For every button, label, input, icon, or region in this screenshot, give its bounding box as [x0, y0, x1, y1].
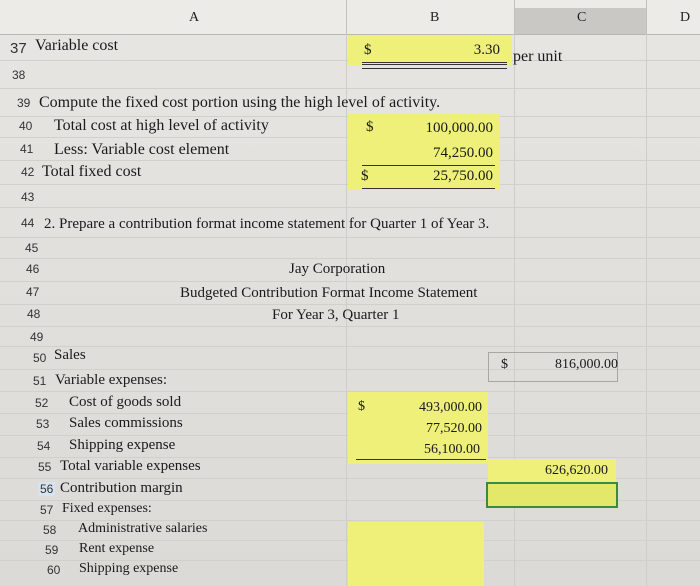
label-contribution-margin[interactable]: Contribution margin: [60, 480, 183, 496]
dollar-sign: $: [361, 168, 369, 184]
row-number[interactable]: 38: [12, 68, 26, 82]
row-number-selected[interactable]: 56: [40, 482, 54, 496]
row-number[interactable]: 52: [35, 396, 49, 410]
value-shipping-expense[interactable]: 56,100.00: [424, 442, 480, 457]
cells-b58-b60-highlight: [348, 522, 484, 586]
label-sales[interactable]: Sales: [54, 347, 86, 363]
label-variable-cost-element[interactable]: Less: Variable cost element: [54, 141, 230, 158]
column-header-a[interactable]: A: [189, 10, 200, 25]
label-sales-commissions[interactable]: Sales commissions: [69, 415, 183, 431]
company-name[interactable]: Jay Corporation: [289, 261, 386, 277]
row-number[interactable]: 50: [33, 351, 47, 365]
value-variable-cost[interactable]: 3.30: [473, 42, 500, 58]
column-header-c[interactable]: C: [577, 10, 587, 25]
label-total-fixed-cost[interactable]: Total fixed cost: [42, 163, 142, 180]
active-cell-c56[interactable]: [486, 482, 618, 508]
value-total-cost-high[interactable]: 100,000.00: [425, 120, 493, 136]
row-number[interactable]: 41: [20, 142, 34, 156]
dollar-sign: $: [501, 357, 508, 372]
value-total-fixed-cost[interactable]: 25,750.00: [433, 168, 493, 184]
row-number[interactable]: 58: [43, 523, 57, 537]
row-number[interactable]: 46: [26, 262, 40, 276]
row-number[interactable]: 44: [21, 216, 35, 230]
row-number[interactable]: 55: [38, 460, 52, 474]
value-total-variable-expenses[interactable]: 626,620.00: [545, 463, 608, 478]
label-total-variable-expenses[interactable]: Total variable expenses: [60, 458, 201, 474]
value-sales-commissions[interactable]: 77,520.00: [426, 421, 482, 436]
label-cost-of-goods-sold[interactable]: Cost of goods sold: [69, 394, 182, 410]
label-total-cost-high[interactable]: Total cost at high level of activity: [54, 117, 269, 134]
unit-label[interactable]: per unit: [513, 48, 563, 65]
row-number[interactable]: 60: [47, 563, 61, 577]
instruction-income-statement[interactable]: 2. Prepare a contribution format income statement for Quarter 1 of Year 3.: [44, 216, 490, 232]
label-fixed-expenses[interactable]: Fixed expenses:: [62, 501, 152, 516]
label-shipping-expense-fixed[interactable]: Shipping expense: [79, 561, 179, 576]
value-variable-cost-element[interactable]: 74,250.00: [433, 145, 493, 161]
row-number[interactable]: 53: [36, 417, 50, 431]
label-administrative-salaries[interactable]: Administrative salaries: [78, 521, 208, 536]
label-variable-cost[interactable]: Variable cost: [35, 37, 119, 54]
row-number[interactable]: 51: [33, 374, 47, 388]
statement-period[interactable]: For Year 3, Quarter 1: [272, 307, 400, 323]
row-number[interactable]: 49: [30, 330, 44, 344]
value-cost-of-goods-sold[interactable]: 493,000.00: [419, 400, 482, 415]
row-number[interactable]: 57: [40, 503, 54, 517]
row-number[interactable]: 47: [26, 285, 40, 299]
row-number[interactable]: 40: [19, 119, 33, 133]
column-header-d[interactable]: D: [680, 10, 691, 25]
dollar-sign: $: [366, 119, 374, 135]
row-number[interactable]: 59: [45, 543, 59, 557]
row-number[interactable]: 48: [27, 307, 41, 321]
label-shipping-expense[interactable]: Shipping expense: [69, 437, 176, 453]
statement-title[interactable]: Budgeted Contribution Format Income Statement: [180, 285, 478, 301]
row-number[interactable]: 39: [17, 96, 31, 110]
row-number[interactable]: 37: [10, 40, 27, 57]
instruction-fixed-cost[interactable]: Compute the fixed cost portion using the high level of activity.: [39, 94, 441, 111]
dollar-sign: $: [364, 42, 372, 58]
dollar-sign: $: [358, 399, 365, 414]
label-rent-expense[interactable]: Rent expense: [79, 541, 155, 556]
row-number[interactable]: 42: [21, 165, 35, 179]
row-number[interactable]: 43: [21, 190, 35, 204]
row-number[interactable]: 54: [37, 439, 51, 453]
column-header-b[interactable]: B: [430, 10, 440, 25]
label-variable-expenses[interactable]: Variable expenses:: [55, 372, 168, 388]
column-header-bar: [0, 0, 700, 35]
row-number[interactable]: 45: [25, 241, 39, 255]
value-sales[interactable]: 816,000.00: [555, 357, 618, 372]
